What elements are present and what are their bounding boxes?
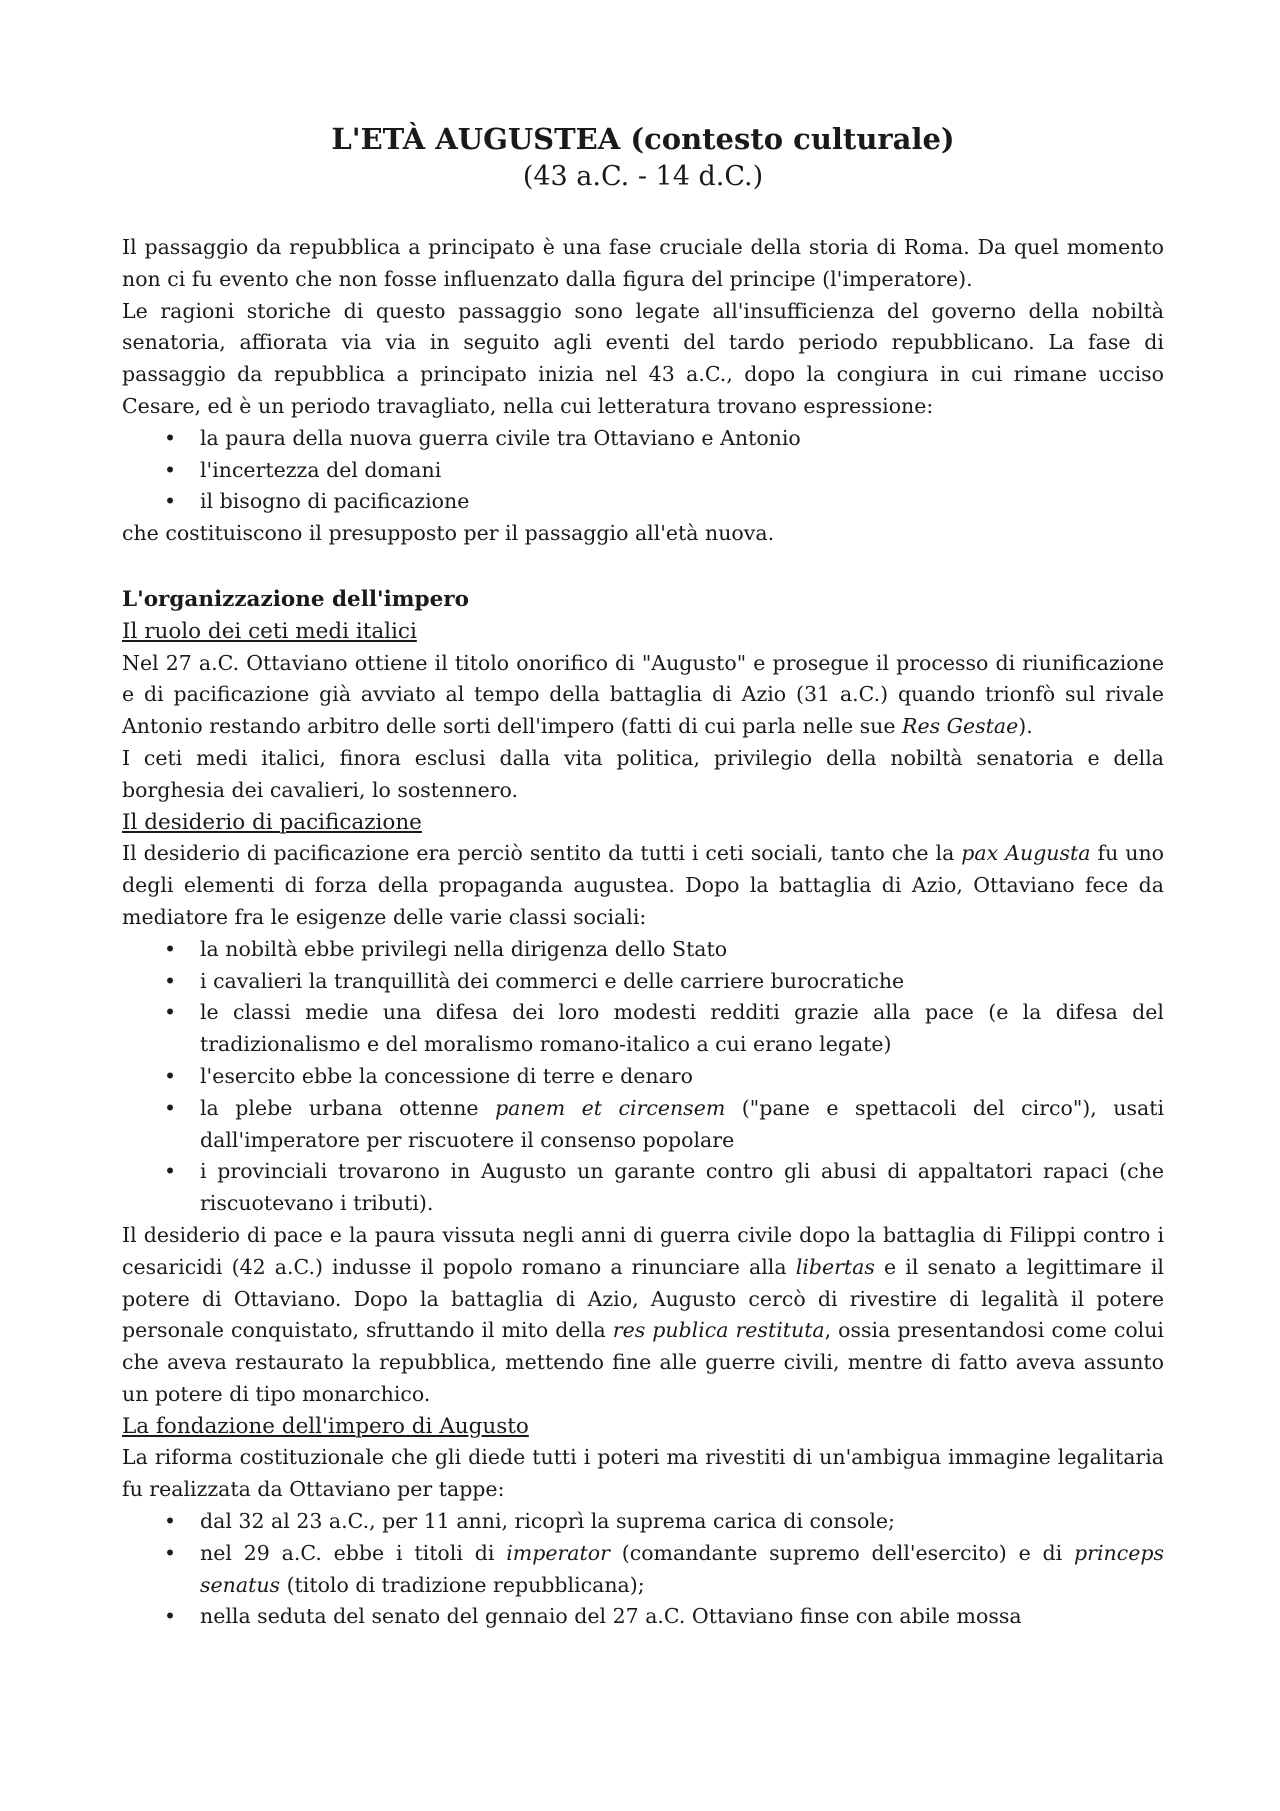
paragraph: La riforma costituzionale che gli diede tutti i poteri ma rivestiti di un'ambigua immagine legalitaria fu realizzata da Ottaviano per tappe:: [122, 1445, 1164, 1502]
list-item: • i provinciali trovarono in Augusto un garante contro gli abusi di appaltatori rapaci (che riscuotevano i tributi).: [122, 1156, 1164, 1220]
bullet-icon: •: [164, 936, 177, 961]
list-item: • le classi medie una difesa dei loro modesti redditi grazie alla pace (e la difesa del tradizionalismo e del moralismo romano-italico a cui erano legate): [122, 997, 1164, 1061]
paragraph: Il desiderio di pace e la paura vissuta negli anni di guerra civile dopo la battaglia di Filippi contro i cesaricidi (42 a.C.) indusse il popolo romano a rinunciare alla libertas e il senato a legittimare il potere di Ottaviano. Dopo la battaglia di Azio, Augusto cercò di rivestire di legalità il potere personale conquistato, sfruttando il mito della res publica restituta, ossia presentandosi come colui che aveva restaurato la repubblica, mettendo fine alle guerre civili, mentre di fatto aveva assunto un potere di tipo monarchico.: [122, 1222, 1164, 1406]
bullet-icon: •: [164, 1604, 177, 1629]
bullet-icon: •: [164, 1159, 177, 1184]
paragraph: Il desiderio di pacificazione era perciò sentito da tutti i ceti sociali, tanto che la pax Augusta fu uno degli elementi di forza della propaganda augustea. Dopo la battaglia di Azio, Ottaviano fece da mediatore fra le esigenze delle varie classi sociali:: [122, 841, 1164, 929]
classes-bullet-list: [122, 934, 1164, 1220]
paragraph: I ceti medi italici, finora esclusi dalla vita politica, privilegio della nobiltà senatoria e della borghesia dei cavalieri, lo sostennero.: [122, 745, 1164, 802]
intro-paragraph-2: Le ragioni storiche di questo passaggio sono legate all'insufficienza del governo della nobiltà senatoria, affiorata via via in seguito agli eventi del tardo periodo repubblicano. La fase di passaggio da repubblica a principato inizia nel 43 a.C., dopo la congiura in cui rimane ucciso Cesare, ed è un periodo travagliato, nella cui letteratura trovano espressione:: [122, 298, 1164, 418]
list-item: • l'esercito ebbe la concessione di terre e denaro: [122, 1061, 1164, 1093]
list-item: • i cavalieri la tranquillità dei commerci e delle carriere burocratiche: [122, 966, 1164, 998]
intro-paragraph-3: che costituiscono il presupposto per il passaggio all'età nuova.: [122, 521, 775, 546]
bullet-icon: •: [164, 489, 177, 514]
list-item: • dal 32 al 23 a.C., per 11 anni, ricoprì la suprema carica di console;: [122, 1506, 1164, 1538]
intro-bullet-list: [122, 423, 1164, 518]
bullet-icon: •: [164, 1095, 177, 1120]
list-item: • la nobiltà ebbe privilegi nella dirigenza dello Stato: [122, 934, 1164, 966]
bullet-icon: •: [164, 968, 177, 993]
subsection-heading: Il desiderio di pacificazione: [122, 809, 422, 835]
section-title: L'organizzazione dell'impero: [122, 586, 469, 612]
subsection-heading: Il ruolo dei ceti medi italici: [122, 618, 417, 644]
list-item: • la paura della nuova guerra civile tra Ottaviano e Antonio: [122, 423, 1164, 455]
reform-bullet-list: [122, 1506, 1164, 1633]
document-page: [122, 120, 1164, 1633]
bullet-icon: •: [164, 457, 177, 482]
page-title: L'ETÀ AUGUSTEA (contesto culturale): [331, 122, 955, 156]
list-item: • il bisogno di pacificazione: [122, 486, 1164, 518]
bullet-icon: •: [164, 1509, 177, 1534]
intro-paragraph-1: Il passaggio da repubblica a principato è una fase cruciale della storia di Roma. Da quel momento non ci fu evento che non fosse influenzato dalla figura del principe (l'imperatore).: [122, 235, 1164, 291]
list-item: • la plebe urbana ottenne panem et circensem ("pane e spettacoli del circo"), usati dall'imperatore per riscuotere il consenso popolare: [122, 1093, 1164, 1157]
page-dates: (43 a.C. - 14 d.C.): [522, 161, 764, 192]
paragraph: Nel 27 a.C. Ottaviano ottiene il titolo onorifico di "Augusto" e prosegue il processo di riunificazione e di pacificazione già avviato al tempo della battaglia di Azio (31 a.C.) quando trionfò sul rivale Antonio restando arbitro delle sorti dell'impero (fatti di cui parla nelle sue Res Gestae).: [122, 650, 1164, 739]
bullet-icon: •: [164, 1000, 177, 1025]
bullet-icon: •: [164, 425, 177, 450]
list-item: • l'incertezza del domani: [122, 455, 1164, 487]
subsection-heading: La fondazione dell'impero di Augusto: [122, 1413, 529, 1439]
list-item: • nella seduta del senato del gennaio del 27 a.C. Ottaviano finse con abile mossa: [122, 1601, 1164, 1633]
bullet-icon: •: [164, 1540, 177, 1565]
bullet-icon: •: [164, 1063, 177, 1088]
list-item: • nel 29 a.C. ebbe i titoli di imperator (comandante supremo dell'esercito) e di princeps senatus (titolo di tradizione repubblicana);: [122, 1538, 1164, 1602]
